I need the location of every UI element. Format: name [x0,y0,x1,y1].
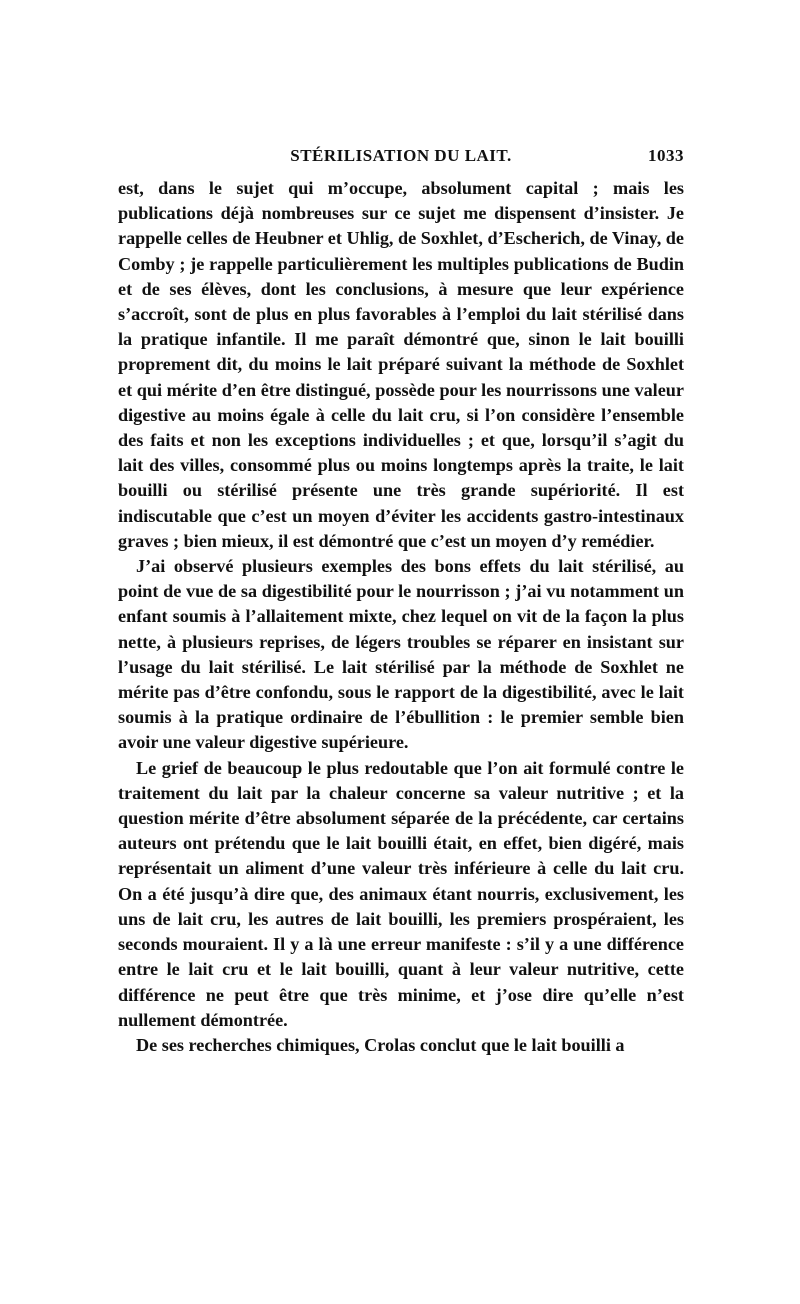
paragraph-4: De ses recherches chimiques, Crolas conclut que le lait bouilli a [136,1034,625,1055]
paragraph-1: est, dans le sujet qui m’occupe, absolument capital ; mais les publications déjà nombreuses sur ce sujet me dispensent d’insister. Je rappelle celles de Heubner et Uhlig, de Soxhlet, d’Escherich, de Vinay, de Comby ; je rappelle particulièrement les multiples publications de Budin et de ses élèves, dont les conclusions, à mesure que leur expérience s’accroît, sont de plus en plus favorables à l’emploi du lait stérilisé dans la pratique infantile. Il me paraît démontré que, sinon le lait bouilli proprement dit, du moins le lait préparé suivant la méthode de Soxhlet et qui mérite d’en être distingué, possède pour les nourrissons une valeur digestive au moins égale à celle du lait cru, si l’on considère l’ensemble des faits et non les exceptions individuelles ; et que, lorsqu’il s’agit du lait des villes, consommé plus ou moins longtemps après la traite, le lait bouilli ou stérilisé présente une très grande supériorité. Il est indiscutable que c’est un moyen d’éviter les accidents gastro-intestinaux graves ; bien mieux, il est démontré que c’est un moyen d’y remédier. [118,178,684,551]
body-text [118,176,684,1058]
running-head [118,146,684,176]
book-page [118,146,684,1058]
page-number: 1033 [648,146,684,165]
paragraph-2: J’ai observé plusieurs exemples des bons effets du lait stérilisé, au point de vue de sa digestibilité pour le nourrisson ; j’ai vu notamment un enfant soumis à l’allaitement mixte, chez lequel on vit de la façon la plus nette, à plusieurs reprises, de légers troubles se réparer en insistant sur l’usage du lait stérilisé. Le lait stérilisé par la méthode de Soxhlet ne mérite pas d’être confondu, sous le rapport de la digestibilité, avec le lait soumis à la pratique ordinaire de l’ébullition : le premier semble bien avoir une valeur digestive supérieure. [118,556,684,753]
paragraph-3: Le grief de beaucoup le plus redoutable que l’on ait formulé contre le traitement du lait par la chaleur concerne sa valeur nutritive ; et la question mérite d’être absolument séparée de la précédente, car certains auteurs ont prétendu que le lait bouilli était, en effet, bien digéré, mais représentait un aliment d’une valeur très inférieure à celle du lait cru. On a été jusqu’à dire que, des animaux étant nourris, exclusivement, les uns de lait cru, les autres de lait bouilli, les premiers prospéraient, les seconds mouraient. Il y a là une erreur manifeste : s’il y a une différence entre le lait cru et le lait bouilli, quant à leur valeur nutritive, cette différence ne peut être que très minime, et j’ose dire qu’elle n’est nullement démontrée. [118,757,684,1030]
running-title: STÉRILISATION DU LAIT. [290,146,512,165]
